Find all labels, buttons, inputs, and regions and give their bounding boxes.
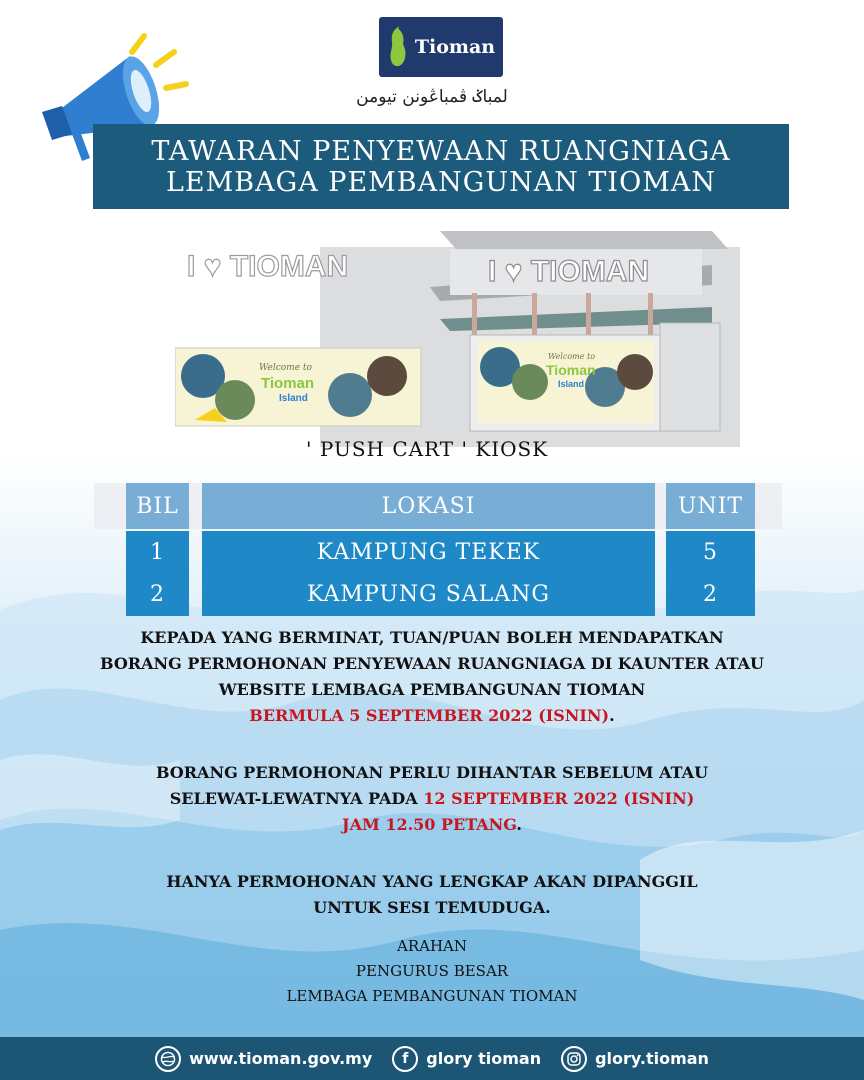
p1-end: . — [609, 706, 615, 725]
jawi-agency-name: لمباݢ ڤمباڠونن تيومن — [356, 87, 508, 107]
footer-facebook[interactable] — [392, 1046, 541, 1072]
island-icon — [387, 26, 409, 68]
footer-instagram[interactable] — [561, 1046, 709, 1072]
p1-line-3: WEBSITE LEMBAGA PEMBANGUNAN TIOMAN — [218, 680, 646, 699]
title-line-1: TAWARAN PENYEWAAN RUANGNIAGA — [151, 135, 731, 167]
pushcart-illustration — [175, 230, 425, 430]
website-link[interactable]: www.tioman.gov.my — [189, 1049, 373, 1068]
footer-bar — [0, 1037, 864, 1080]
signature-block — [60, 934, 804, 1009]
notice-paragraph-1 — [60, 625, 804, 729]
p3-line-2: UNTUK SESI TEMUDUGA. — [313, 898, 551, 917]
row-2-unit: 2 — [666, 573, 755, 616]
p1-line-2: BORANG PERMOHONAN PENYEWAAN RUANGNIAGA DI KAUNTER ATAU — [100, 654, 764, 673]
tioman-logo — [379, 17, 503, 77]
notice-paragraph-2 — [60, 760, 804, 838]
instagram-icon — [561, 1046, 587, 1072]
row-2-lokasi: KAMPUNG SALANG — [202, 573, 655, 616]
kiosk-banner-island: Island — [558, 379, 585, 389]
pushcart-sign: I ♥ TIOMAN — [187, 250, 349, 283]
kiosk-banner-name: Tioman — [546, 362, 596, 378]
row-1-unit: 5 — [666, 531, 755, 573]
p2-end: . — [516, 815, 522, 834]
signature-line-3: LEMBAGA PEMBANGUNAN TIOMAN — [286, 987, 578, 1005]
facebook-icon: f — [392, 1046, 418, 1072]
p3-line-1: HANYA PERMOHONAN YANG LENGKAP AKAN DIPANGGIL — [166, 872, 698, 891]
facebook-link[interactable]: glory tioman — [426, 1049, 542, 1068]
title-line-2: LEMBAGA PEMBANGUNAN TIOMAN — [166, 166, 716, 198]
row-2-bil: 2 — [126, 573, 189, 616]
p1-start-date: BERMULA 5 SEPTEMBER 2022 (ISNIN) — [249, 706, 610, 725]
kiosk-banner-welcome: Welcome to — [548, 352, 596, 361]
globe-icon — [155, 1046, 181, 1072]
notice-paragraph-3 — [60, 869, 804, 921]
p2-line-2: SELEWAT-LEWATNYA PADA — [169, 789, 424, 808]
row-1-lokasi: KAMPUNG TEKEK — [202, 531, 655, 573]
signature-line-1: ARAHAN — [397, 937, 467, 955]
header-unit: UNIT — [666, 483, 755, 529]
header-lokasi: LOKASI — [202, 483, 655, 529]
kiosk-sign: I ♥ TIOMAN — [488, 255, 650, 288]
p1-line-1: KEPADA YANG BERMINAT, TUAN/PUAN BOLEH MENDAPATKAN — [140, 628, 724, 647]
row-1-bil: 1 — [126, 531, 189, 573]
p2-deadline-time: JAM 12.50 PETANG — [342, 815, 517, 834]
header-bil: BIL — [126, 483, 189, 529]
pushcart-banner-island: Island — [279, 393, 308, 404]
footer-website[interactable] — [155, 1046, 372, 1072]
p2-line-1: BORANG PERMOHONAN PERLU DIHANTAR SEBELUM ATAU — [155, 763, 709, 782]
pushcart-banner-welcome: Welcome to — [259, 363, 312, 373]
pushcart-banner-name: Tioman — [261, 375, 315, 392]
title-banner — [93, 124, 789, 209]
instagram-link[interactable]: glory.tioman — [595, 1049, 709, 1068]
products-caption: ' PUSH CART ' KIOSK — [306, 437, 549, 461]
logo-text: Tioman — [414, 36, 496, 58]
signature-line-2: PENGURUS BESAR — [355, 962, 509, 980]
p2-deadline-date: 12 SEPTEMBER 2022 (ISNIN) — [423, 789, 695, 808]
